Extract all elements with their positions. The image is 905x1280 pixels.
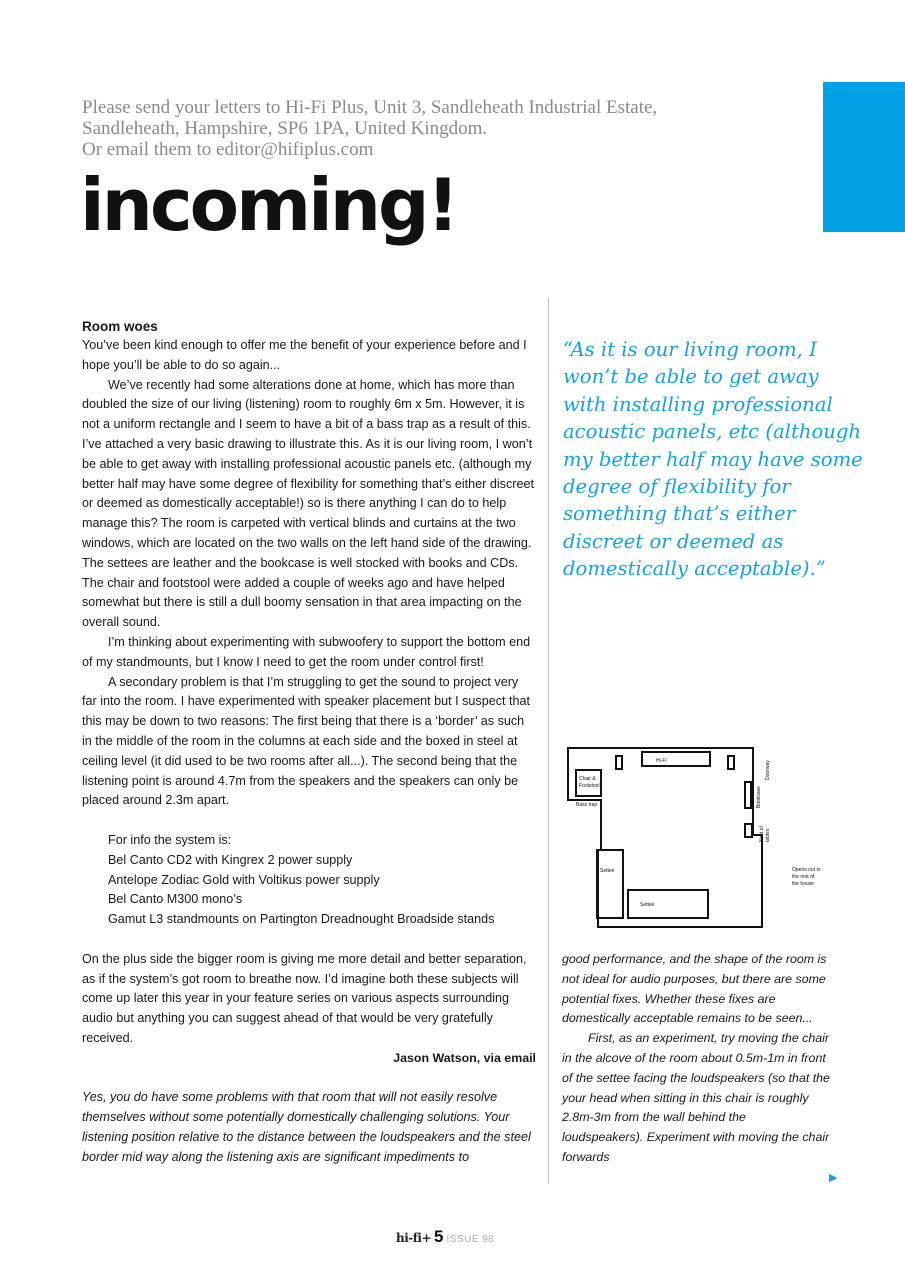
- system-intro: For info the system is:: [108, 832, 232, 847]
- system-item: Bel Canto M300 mono’s: [108, 892, 243, 907]
- reply-paragraph: First, as an experiment, try moving the chair in the alcove of the room about 0.5m-1m in front of the settee facing the loudspeakers (so that the your head when sitting in this chair is roughly 2.8m-3m from the wall behind the loudspeakers). Experiment with moving the chair forwards: [562, 1031, 830, 1164]
- label-hifi: Hi-Fi: [656, 758, 667, 764]
- label-opens: the rest of: [792, 874, 815, 880]
- letter-paragraph: I’m thinking about experimenting with subwoofery to support the bottom end of my standmounts, but I know I need to get the room under control first!: [82, 634, 531, 669]
- section-tab: [823, 82, 905, 232]
- reply-column: [562, 950, 830, 1168]
- letter-paragraph: You’ve been kind enough to offer me the benefit of your experience before and I hope you’ll be able to do so again...: [82, 338, 527, 372]
- magazine-logo: hi-fi+: [396, 1231, 432, 1245]
- page-title: incoming!: [80, 163, 457, 247]
- nest-of-tables: [745, 824, 752, 837]
- label-doorway: Doorway: [765, 760, 771, 780]
- page-footer: [396, 1227, 494, 1250]
- label-nest: tables: [765, 828, 771, 842]
- letter-signature: Jason Watson, via email: [393, 1050, 536, 1065]
- reply-paragraph: good performance, and the shape of the room is not ideal for audio purposes, but there are some potential fixes. Whether these fixes are domestically acceptable remains to be seen...: [562, 952, 827, 1026]
- hifi-unit: [642, 752, 710, 766]
- label-opens: the house: [792, 881, 814, 887]
- continue-arrow-icon: ▶: [829, 1172, 838, 1184]
- address-line: Or email them to editor@hifiplus.com: [82, 139, 374, 160]
- label-settee-bottom: Settee: [640, 902, 655, 908]
- letter-column: [82, 318, 536, 1167]
- reply-paragraph: Yes, you do have some problems with that room that will not easily resolve themselves without some potentially domestically challenging solutions. Your listening position relative to the distance between the loudspeakers and the steel border mid way along the listening axis are significant impediments to: [82, 1090, 531, 1164]
- bookcase: [745, 782, 751, 808]
- system-item: Bel Canto CD2 with Kingrex 2 power supply: [108, 852, 353, 867]
- page-number: 5: [434, 1227, 444, 1246]
- letter-paragraph: We’ve recently had some alterations done at home, which has more than doubled the size of our living (listening) room to roughly 6m x 5m. However, it is not a uniform rectangle and I seem to have a bit of a bass trap as a result of this. I’ve attached a very basic drawing to illustrate this. As it is our living room, I won’t be able to get away with installing professional acoustic panels etc. (although my better half may have some degree of flexibility for something that’s either discreet or deemed as domestically acceptable!) so is there anything I can do to help manage this? The room is carpeted with vertical blinds and curtains at the two windows, which are located on the two walls on the left hand side of the drawing. The settees are leather and the bookcase is well stocked with books and CDs. The chair and footstool were added a couple of weeks ago and have helped somewhat but there is still a dull boomy sensation in that area impacting on the overall sound.: [82, 377, 534, 630]
- issue-label: ISSUE 98: [446, 1234, 495, 1245]
- system-list: [82, 831, 536, 930]
- label-nest: Nest of: [759, 826, 765, 842]
- label-bookcase: Bookcase: [756, 786, 762, 808]
- letter-heading: Room woes: [82, 319, 158, 334]
- column-divider: [548, 298, 549, 1184]
- letters-address: [82, 97, 802, 160]
- settee-left: [597, 850, 623, 918]
- address-line: Sandleheath, Hampshire, SP6 1PA, United Kingdom.: [82, 118, 488, 139]
- label-chair: Chair &: [579, 776, 596, 782]
- address-line: Please send your letters to Hi-Fi Plus, Unit 3, Sandleheath Industrial Estate,: [82, 97, 658, 118]
- letter-paragraph: On the plus side the bigger room is giving me more detail and better separation, as if the system’s got room to breathe now. I’d imagine both these subjects will come up later this year in your feature series on various aspects surrounding audio but anything you can suggest ahead of that would be very gratefully received.: [82, 951, 527, 1045]
- system-item: Gamut L3 standmounts on Partington Dreadnought Broadside stands: [108, 912, 495, 927]
- speaker-right: [728, 756, 734, 769]
- label-settee-left: Settee: [600, 868, 615, 874]
- label-opens: Opens out to: [792, 867, 821, 873]
- speaker-left: [616, 756, 622, 769]
- pull-quote: “As it is our living room, I won’t be able to get away with installing professional acoustic panels, etc (although my better half may have some degree of flexibility for something that’s either discreet or deemed as domestically acceptable).”: [563, 338, 863, 581]
- label-chair: Footstool: [579, 783, 600, 789]
- system-item: Antelope Zodiac Gold with Voltikus power supply: [108, 872, 380, 887]
- label-bass-trap: Bass trap: [576, 802, 598, 808]
- room-drawing: [566, 740, 821, 928]
- letter-paragraph: A secondary problem is that I’m struggling to get the sound to project very far into the room. I have experimented with speaker placement but I suspect that this may be down to two reasons: The first being that there is a ‘border’ as such in the middle of the room in the columns at each side and the boxed in steel at ceiling level (it did used to be two rooms after all...). The second being that the listening point is around 4.7m from the speakers and the speakers can only be placed around 2.3m apart.: [82, 674, 531, 808]
